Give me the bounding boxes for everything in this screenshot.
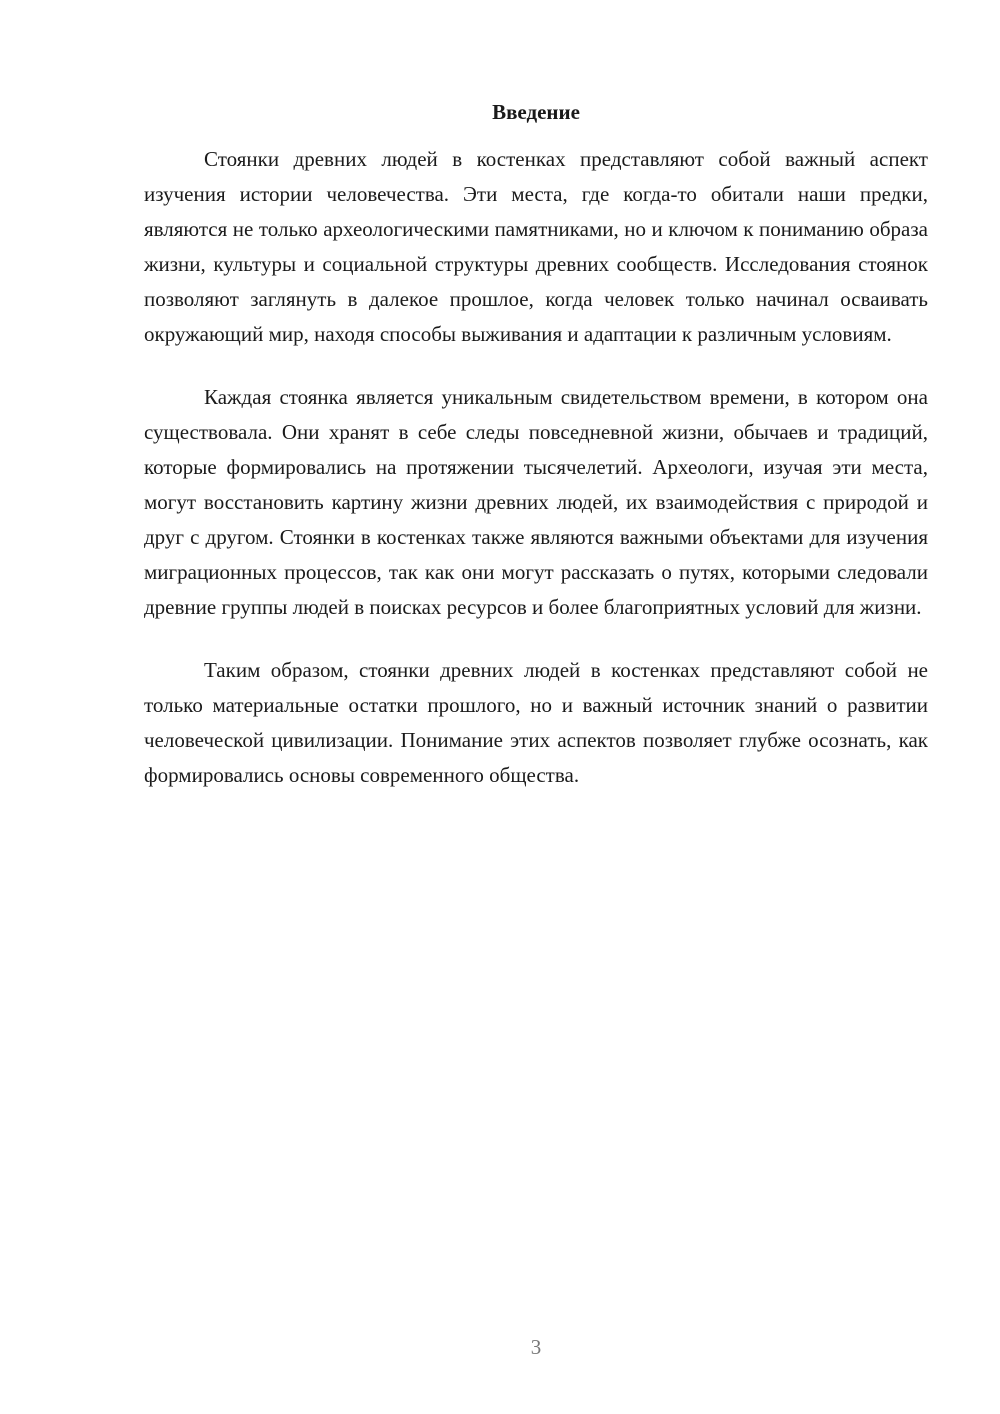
paragraph: Стоянки древних людей в костенках представляют собой важный аспект изучения истории человечества. Эти места, где когда-то обитали наши предки, являются не только археологическими памятниками, но и ключом к пониманию образа жизни, культуры и социальной структуры древних сообществ. Исследования стоянок позволяют заглянуть в далекое прошлое, когда человек только начинал осваивать окружающий мир, находя способы выживания и адаптации к различным условиям. bbox=[144, 147, 928, 346]
paragraph: Таким образом, стоянки древних людей в костенках представляют собой не только материальные остатки прошлого, но и важный источник знаний о развитии человеческой цивилизации. Понимание этих аспектов позволяет глубже осознать, как формировались основы современного общества. bbox=[144, 658, 928, 787]
section-heading: Введение bbox=[492, 100, 580, 124]
body-text bbox=[144, 142, 928, 821]
page-number: 3 bbox=[530, 1335, 542, 1359]
paragraph: Каждая стоянка является уникальным свидетельством времени, в котором она существовала. Они хранят в себе следы повседневной жизни, обычаев и традиций, которые формировались на протяжении тысячелетий. Археологи, изучая эти места, могут восстановить картину жизни древних людей, их взаимодействия с природой и друг с другом. Стоянки в костенках также являются важными объектами для изучения миграционных процессов, так как они могут рассказать о путях, которыми следовали древние группы людей в поисках ресурсов и более благоприятных условий для жизни. bbox=[144, 385, 928, 619]
